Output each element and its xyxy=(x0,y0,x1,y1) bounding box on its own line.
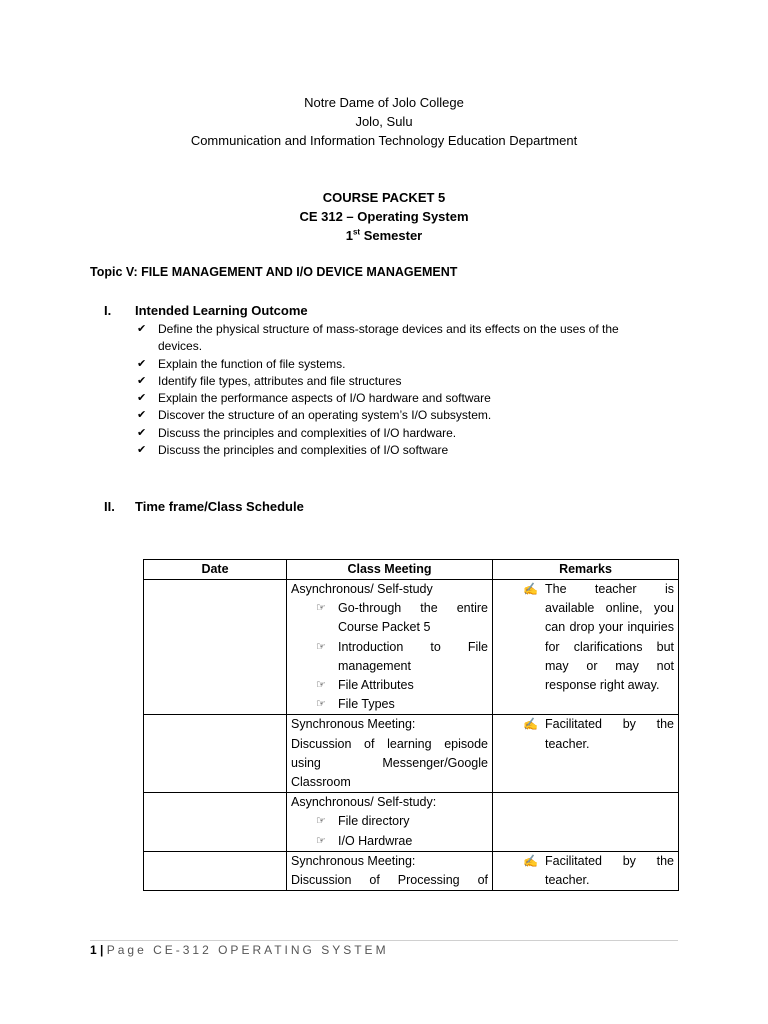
learning-outcomes-list xyxy=(137,321,657,459)
check-icon: ✔ xyxy=(137,374,147,387)
class-meeting-cell xyxy=(287,793,493,852)
date-cell xyxy=(144,851,287,890)
pointing-hand-icon: ☞ xyxy=(316,679,326,692)
topic-heading: Topic V: FILE MANAGEMENT AND I/O DEVICE MANAGEMENT xyxy=(90,265,458,279)
page-footer xyxy=(90,943,389,957)
date-cell xyxy=(144,580,287,715)
section-1-number: I. xyxy=(104,303,112,318)
department-name: Communication and Information Technology Education Department xyxy=(190,133,578,148)
table-row xyxy=(144,715,679,793)
class-schedule-table xyxy=(143,559,679,891)
section-1-heading xyxy=(104,303,308,318)
header-class-meeting: Class Meeting xyxy=(287,560,493,580)
date-cell xyxy=(144,793,287,852)
pointing-hand-icon: ☞ xyxy=(316,834,326,847)
list-item: ☞ Go-through the entire Course Packet 5 xyxy=(316,601,488,635)
remarks-cell: ✍ Facilitated by the teacher. xyxy=(493,715,679,793)
header-remarks: Remarks xyxy=(493,560,679,580)
semester xyxy=(0,227,768,245)
meeting-text: Discussion of Processing of xyxy=(291,873,488,888)
list-item: ☞ File Types xyxy=(291,695,488,714)
table-header-row xyxy=(144,560,679,580)
list-item: ☞ I/O Hardwrae xyxy=(291,832,488,851)
table-row xyxy=(144,793,679,852)
check-icon: ✔ xyxy=(137,392,147,405)
check-icon: ✔ xyxy=(137,409,147,422)
course-packet-title: COURSE PACKET 5 xyxy=(322,190,446,205)
footer-separator: | xyxy=(96,943,107,957)
check-icon: ✔ xyxy=(137,323,147,335)
remarks-cell: ✍ The teacher is available online, you can drop your inquiries for clarifications but may or may not response right away. xyxy=(493,580,679,715)
section-2-number: II. xyxy=(104,499,115,514)
meeting-title: Synchronous Meeting: xyxy=(291,717,416,732)
pointing-hand-icon: ☞ xyxy=(316,815,326,828)
institution-location: Jolo, Sulu xyxy=(355,114,413,129)
semester-word: Semester xyxy=(360,228,423,243)
meeting-title: Asynchronous/ Self-study xyxy=(291,582,433,596)
pointing-hand-icon: ☞ xyxy=(316,602,326,615)
table-row xyxy=(144,851,679,890)
header-date: Date xyxy=(144,560,287,580)
footer-divider xyxy=(90,940,678,941)
list-item: ☞ File Attributes xyxy=(291,676,488,695)
date-cell xyxy=(144,715,287,793)
meeting-title: Asynchronous/ Self-study: xyxy=(291,795,437,810)
list-item: ✔ Discuss the principles and complexities of I/O hardware. xyxy=(137,425,657,442)
section-2-title: Time frame/Class Schedule xyxy=(135,499,304,514)
remarks-cell: ✍ Facilitated by the teacher. xyxy=(493,851,679,890)
meeting-text: Discussion of learning episode using Messenger/Google Classroom xyxy=(291,736,488,790)
list-item: ✔ Discuss the principles and complexities of I/O software xyxy=(137,442,657,459)
remarks-cell xyxy=(493,793,679,852)
page-number: 1 xyxy=(90,943,97,957)
list-item: ☞ File directory xyxy=(291,812,488,831)
list-item: ✔ Explain the function of file systems. xyxy=(137,356,657,373)
check-icon: ✔ xyxy=(137,426,147,439)
list-item: ✔ Discover the structure of an operating system’s I/O subsystem. xyxy=(137,407,657,424)
writing-hand-icon: ✍ xyxy=(523,717,538,732)
list-item: ☞ Introduction to File management xyxy=(316,639,488,673)
list-item: ✔ Define the physical structure of mass-storage devices and its effects on the uses of the devices. xyxy=(137,322,619,354)
check-icon: ✔ xyxy=(137,444,147,457)
writing-hand-icon: ✍ xyxy=(523,582,538,596)
institution-name: Notre Dame of Jolo College xyxy=(304,95,464,110)
section-1-title: Intended Learning Outcome xyxy=(135,303,308,318)
class-meeting-cell xyxy=(287,715,493,793)
class-meeting-cell xyxy=(287,851,493,890)
list-item: ✔ Explain the performance aspects of I/O hardware and software xyxy=(137,390,657,407)
semester-suffix: st xyxy=(352,227,361,237)
pointing-hand-icon: ☞ xyxy=(316,698,326,711)
course-title: CE 312 – Operating System xyxy=(299,209,469,224)
section-2-heading xyxy=(104,499,304,514)
table-row xyxy=(144,580,679,715)
list-item: ✔ Identify file types, attributes and file structures xyxy=(137,373,657,390)
writing-hand-icon: ✍ xyxy=(523,853,538,868)
footer-text: Page CE-312 OPERATING SYSTEM xyxy=(106,943,389,957)
semester-number: 1 xyxy=(345,228,353,243)
pointing-hand-icon: ☞ xyxy=(316,640,326,653)
meeting-title: Synchronous Meeting: xyxy=(291,853,416,868)
check-icon: ✔ xyxy=(137,357,147,370)
class-meeting-cell xyxy=(287,580,493,715)
